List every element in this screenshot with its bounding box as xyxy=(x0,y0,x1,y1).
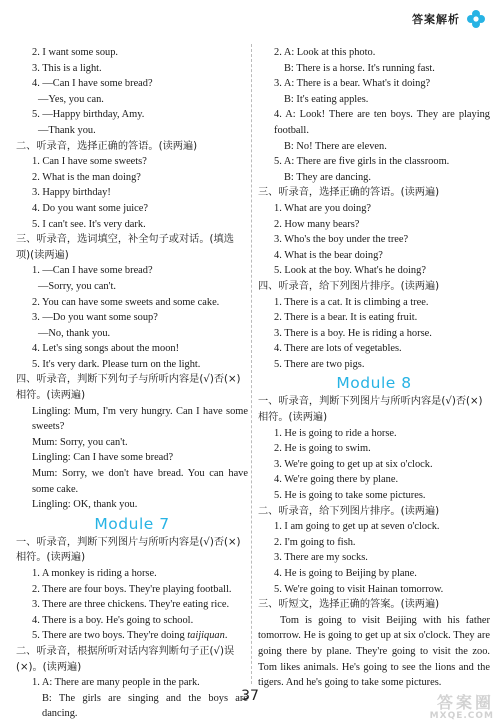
dialogue-line: Lingling: OK, thank you. xyxy=(32,499,138,511)
answer-line: 3. We're going to get up at six o'clock. xyxy=(274,458,433,470)
answer-line: 4. Do you want some juice? xyxy=(32,202,149,214)
page-header xyxy=(412,8,486,30)
answer-line: 2. What is the man doing? xyxy=(32,171,141,183)
answer-line: 5. There are two pigs. xyxy=(274,358,365,370)
answer-line: 4. A: Look! There are ten boys. They are playing football. xyxy=(274,109,490,136)
answer-line: 1. What are you doing? xyxy=(274,202,372,214)
answer-line: B: No! There are eleven. xyxy=(284,140,387,152)
dialogue-line: Lingling: Can I have some bread? xyxy=(32,452,174,464)
answer-line: 1. There is a cat. It is climbing a tree. xyxy=(274,296,429,308)
answer-line: 4. Let's sing songs about the moon! xyxy=(32,343,180,355)
section-heading: 二、听录音，根据所听对话内容判断句子正(√)误(×)。(读两遍) xyxy=(16,645,235,673)
flower-icon xyxy=(466,9,486,29)
answer-line: B: They are dancing. xyxy=(284,171,371,183)
answer-line: 3. There is a boy. He is riding a horse. xyxy=(274,327,432,339)
answer-line: 5. We're going to visit Hainan tomorrow. xyxy=(274,583,444,595)
answer-line: 4. We're going there by plane. xyxy=(274,474,399,486)
answer-line: 3. —Do you want some soup? xyxy=(32,312,158,324)
answer-line: 4. —Can I have some bread? xyxy=(32,78,153,90)
answer-line: 5. —Happy birthday, Amy. xyxy=(32,109,145,121)
answer-line: 2. There is a bear. It is eating fruit. xyxy=(274,312,418,324)
answer-line: 1. He is going to ride a horse. xyxy=(274,427,397,439)
answer-line: 4. There is a boy. He's going to school. xyxy=(32,614,194,626)
answer-line: 4. There are lots of vegetables. xyxy=(274,343,402,355)
answer-line: B: There is a horse. It's running fast. xyxy=(284,62,435,74)
answer-line: 2. You can have some sweets and some cake. xyxy=(32,296,220,308)
answer-line: 4. He is going to Beijing by plane. xyxy=(274,568,417,579)
dialogue-line: Mum: Sorry, you can't. xyxy=(32,436,128,448)
answer-line: 3. This is a light. xyxy=(32,62,102,74)
passage-text: Tom is going to visit Beijing with his father tomorrow. He is going to get up at six o'clock. They are going there by plane. They're going to visit the zoo. Tom likes animals. He's going to see the lions and the tigers. And he's going to take some pictures. xyxy=(258,614,490,689)
watermark xyxy=(382,690,494,720)
answer-line xyxy=(16,628,248,644)
answer-line: 2. I'm going to fish. xyxy=(274,536,356,548)
right-column xyxy=(258,45,490,691)
answer-line: —Yes, you can. xyxy=(38,93,104,105)
answer-line: 5. Look at the boy. What's he doing? xyxy=(274,265,426,277)
answer-line: 3. Who's the boy under the tree? xyxy=(274,234,409,246)
section-heading: 三、听录音，选择正确的答语。(读两遍) xyxy=(258,187,440,199)
page-number: 37 xyxy=(241,688,259,704)
answer-line: 3. Happy birthday! xyxy=(32,187,111,199)
column-divider xyxy=(251,44,252,684)
answer-text: . xyxy=(224,630,228,642)
section-heading: 三、听短文，选择正确的答案。(读两遍) xyxy=(258,599,440,611)
answer-line: 3. There are three chickens. They're eating rice. xyxy=(32,599,230,611)
section-heading: 二、听录音，选择正确的答语。(读两遍) xyxy=(16,140,198,152)
answer-line: 2. He is going to swim. xyxy=(274,443,371,455)
watermark-text: 答案圈 xyxy=(436,693,494,712)
answer-line: 1. A: There are many people in the park. xyxy=(32,677,200,689)
answer-line: 3. There are my socks. xyxy=(274,552,368,564)
answer-line: B: It's eating apples. xyxy=(284,93,369,105)
answer-line: 2. I want some soup. xyxy=(32,47,119,58)
answer-line: —Sorry, you can't. xyxy=(38,280,116,292)
section-heading: 二、听录音，给下列图片排序。(读两遍) xyxy=(258,505,440,517)
answer-line: 2. There are four boys. They're playing football. xyxy=(32,583,232,595)
module-title: Module 7 xyxy=(94,514,170,533)
section-heading: 一、听录音，判断下列图片与所听内容是(√)否(×)相符。(读两遍) xyxy=(258,396,483,424)
section-heading: 四、听录音，给下列图片排序。(读两遍) xyxy=(258,280,440,292)
answer-line: 5. It's very dark. Please turn on the light. xyxy=(32,358,201,370)
section-heading: 一、听录音，判断下列图片与所听内容是(√)否(×)相符。(读两遍) xyxy=(16,536,241,564)
answer-line: 2. A: Look at this photo. xyxy=(274,47,376,58)
dialogue-line: Lingling: Mum, I'm very hungry. Can I have some sweets? xyxy=(32,405,248,433)
header-title: 答案解析 xyxy=(412,13,460,26)
answer-line: 1. —Can I have some bread? xyxy=(32,265,153,277)
answer-line: 5. He is going to take some pictures. xyxy=(274,490,426,502)
answer-line: 4. What is the bear doing? xyxy=(274,249,383,261)
answer-line: 1. Can I have some sweets? xyxy=(32,156,147,168)
section-heading: 四、听录音，判断下列句子与所听内容是(√)否(×)相符。(读两遍) xyxy=(16,374,241,402)
section-heading: 三、听录音，选词填空，补全句子或对话。(填选项)(读两遍) xyxy=(16,234,234,261)
answer-line: 1. A monkey is riding a horse. xyxy=(32,568,157,579)
watermark-url: MXQE.COM xyxy=(429,711,494,721)
answer-line: —No, thank you. xyxy=(38,327,111,339)
answer-line: —Thank you. xyxy=(38,124,96,136)
answer-line: 5. A: There are five girls in the classroom. xyxy=(274,156,450,168)
dialogue-line: Mum: Sorry, we don't have bread. You can have some cake. xyxy=(32,468,248,495)
module-title: Module 8 xyxy=(336,374,412,393)
answer-line: 2. How many bears? xyxy=(274,218,360,230)
answer-line: 5. I can't see. It's very dark. xyxy=(32,218,146,230)
answer-line: 3. A: There is a bear. What's it doing? xyxy=(274,78,431,90)
answer-text: 5. There are two boys. They're doing xyxy=(32,630,188,642)
answer-line: 1. I am going to get up at seven o'clock. xyxy=(274,521,440,533)
left-column xyxy=(16,45,248,722)
answer-line: B: The girls are singing and the boys are dancing. xyxy=(42,692,248,720)
italic-word: taijiquan xyxy=(187,630,225,642)
